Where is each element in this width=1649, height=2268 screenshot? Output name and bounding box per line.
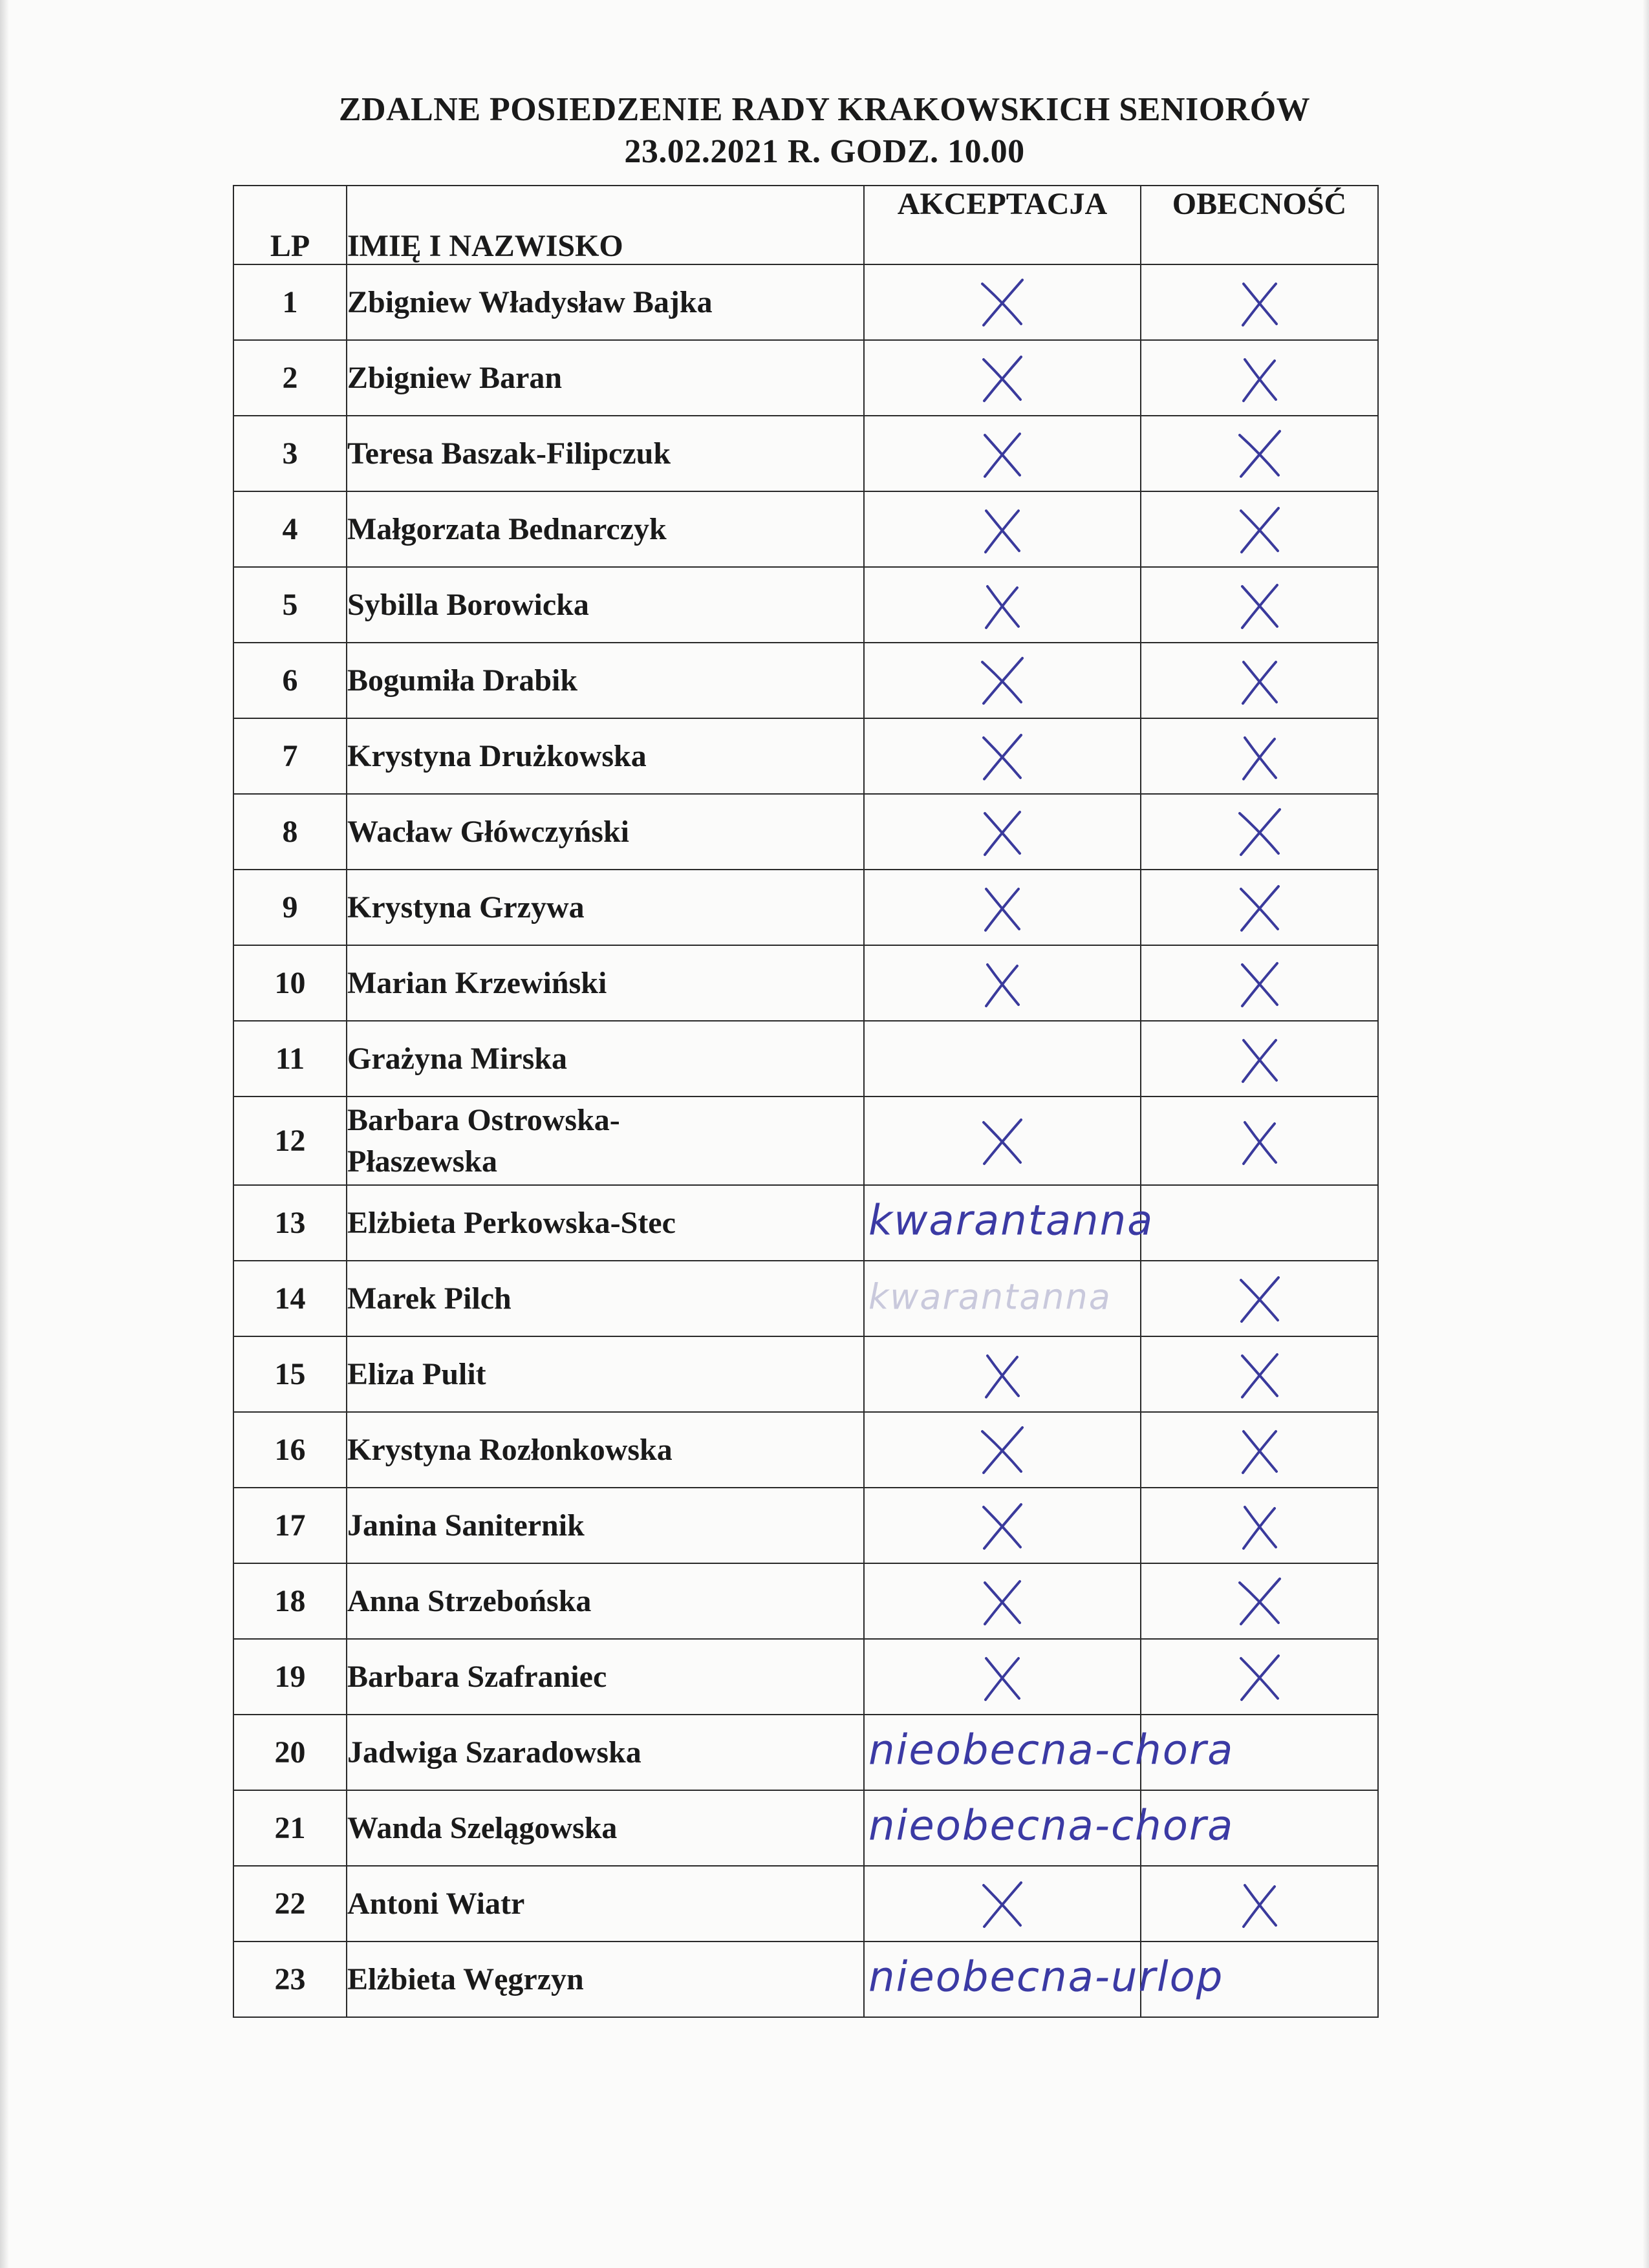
table-row [233, 567, 1378, 643]
handwritten-x-mark [1231, 349, 1289, 407]
row-number: 21 [233, 1790, 347, 1866]
table-row [233, 1715, 1378, 1790]
handwritten-x-mark [973, 1875, 1031, 1933]
acceptance-cell [864, 1866, 1141, 1942]
member-name: Marek Pilch [347, 1261, 864, 1336]
member-name: Elżbieta Węgrzyn [347, 1942, 864, 2017]
row-number: 5 [233, 567, 347, 643]
row-number: 13 [233, 1185, 347, 1261]
row-number: 20 [233, 1715, 347, 1790]
row-number: 4 [233, 491, 347, 567]
presence-cell [1141, 1715, 1378, 1790]
handwritten-x-mark [1231, 879, 1289, 937]
handwritten-x-mark [1231, 727, 1289, 786]
handwritten-x-mark [973, 273, 1031, 332]
handwritten-x-mark [973, 349, 1031, 407]
handwritten-x-mark [1231, 1345, 1289, 1404]
table-header-row [233, 186, 1378, 264]
header-acceptance: AKCEPTACJA [864, 186, 1141, 264]
header-name: IMIĘ I NAZWISKO [347, 186, 864, 264]
presence-cell [1141, 1488, 1378, 1563]
member-name: Wacław Główczyński [347, 794, 864, 870]
row-number: 16 [233, 1412, 347, 1488]
handwritten-x-mark [973, 803, 1031, 861]
row-number: 3 [233, 416, 347, 491]
acceptance-cell [864, 794, 1141, 870]
handwritten-x-mark [973, 1572, 1031, 1631]
handwritten-x-mark [1231, 1421, 1289, 1479]
handwritten-x-mark [1231, 652, 1289, 710]
member-name: Zbigniew Władysław Bajka [347, 264, 864, 340]
presence-cell [1141, 416, 1378, 491]
acceptance-cell [864, 1261, 1141, 1336]
presence-cell [1141, 1866, 1378, 1942]
row-number: 7 [233, 718, 347, 794]
header-lp: LP [233, 186, 347, 264]
handwritten-x-mark [1231, 1875, 1289, 1933]
presence-cell [1141, 1639, 1378, 1715]
handwritten-x-mark [1231, 1270, 1289, 1328]
member-name: Barbara Szafraniec [347, 1639, 864, 1715]
attendance-table [233, 185, 1379, 2018]
table-row [233, 1639, 1378, 1715]
member-name: Sybilla Borowicka [347, 567, 864, 643]
row-number: 11 [233, 1021, 347, 1097]
acceptance-cell [864, 1790, 1234, 1866]
table-row [233, 416, 1378, 491]
member-name: Antoni Wiatr [347, 1866, 864, 1942]
acceptance-cell [864, 491, 1141, 567]
row-number: 19 [233, 1639, 347, 1715]
acceptance-cell [864, 1488, 1141, 1563]
table-row [233, 1790, 1378, 1866]
acceptance-cell [864, 1185, 1154, 1261]
handwritten-x-mark [973, 425, 1031, 483]
table-row [233, 1185, 1378, 1261]
handwritten-x-mark [973, 1421, 1031, 1479]
row-number: 17 [233, 1488, 347, 1563]
member-name-line1: Barbara Ostrowska- [347, 1102, 620, 1137]
handwritten-x-mark [1231, 273, 1289, 332]
handwritten-note: kwarantanna [868, 1196, 1154, 1245]
handwritten-x-mark [1231, 1648, 1289, 1706]
member-name: Krystyna Rozłonkowska [347, 1412, 864, 1488]
table-row [233, 945, 1378, 1021]
table-row [233, 870, 1378, 945]
presence-cell [1141, 1942, 1378, 2017]
acceptance-cell [864, 1097, 1141, 1185]
table-row [233, 1563, 1378, 1639]
member-name: Krystyna Drużkowska [347, 718, 864, 794]
presence-cell [1141, 1185, 1378, 1261]
presence-cell [1141, 264, 1378, 340]
acceptance-cell [864, 264, 1141, 340]
table-row [233, 1097, 1378, 1185]
acceptance-cell [864, 1336, 1141, 1412]
handwritten-x-mark [973, 576, 1031, 634]
presence-cell [1141, 567, 1378, 643]
table-row [233, 643, 1378, 718]
table-row [233, 1942, 1378, 2017]
presence-cell [1141, 794, 1378, 870]
table-row [233, 1866, 1378, 1942]
presence-cell [1141, 1563, 1378, 1639]
row-number: 14 [233, 1261, 347, 1336]
handwritten-x-mark [973, 1112, 1031, 1170]
page-edge-left [0, 0, 9, 2268]
presence-cell [1141, 1261, 1378, 1336]
member-name-line2: Płaszewska [347, 1144, 497, 1179]
row-number: 18 [233, 1563, 347, 1639]
table-row [233, 1412, 1378, 1488]
row-number: 15 [233, 1336, 347, 1412]
handwritten-x-mark [1231, 1030, 1289, 1088]
row-number: 1 [233, 264, 347, 340]
table-row [233, 1488, 1378, 1563]
acceptance-cell [864, 1412, 1141, 1488]
presence-cell [1141, 1097, 1378, 1185]
handwritten-x-mark [1231, 803, 1289, 861]
member-name: Jadwiga Szaradowska [347, 1715, 864, 1790]
handwritten-x-mark [973, 879, 1031, 937]
acceptance-cell [864, 718, 1141, 794]
row-number: 22 [233, 1866, 347, 1942]
acceptance-cell [864, 643, 1141, 718]
handwritten-x-mark [973, 1345, 1031, 1404]
acceptance-cell [864, 1942, 1224, 2017]
presence-cell [1141, 1790, 1378, 1866]
handwritten-x-mark [1231, 500, 1289, 559]
acceptance-cell [864, 340, 1141, 416]
handwritten-x-mark [1231, 1572, 1289, 1631]
member-name: Krystyna Grzywa [347, 870, 864, 945]
member-name: Zbigniew Baran [347, 340, 864, 416]
document-title: ZDALNE POSIEDZENIE RADY KRAKOWSKICH SENIORÓW [338, 91, 1311, 128]
acceptance-cell [864, 567, 1141, 643]
member-name: Teresa Baszak-Filipczuk [347, 416, 864, 491]
handwritten-x-mark [973, 1497, 1031, 1555]
acceptance-cell [864, 1021, 1141, 1097]
row-number: 8 [233, 794, 347, 870]
table-row [233, 1261, 1378, 1336]
member-name: Marian Krzewiński [347, 945, 864, 1021]
faint-handwritten-note: kwarantanna [868, 1276, 1112, 1317]
handwritten-x-mark [1231, 425, 1289, 483]
handwritten-note: nieobecna-chora [868, 1801, 1234, 1850]
table-row [233, 1336, 1378, 1412]
table-body [233, 264, 1378, 2017]
document-date: 23.02.2021 R. GODZ. 10.00 [624, 133, 1025, 170]
table-row [233, 340, 1378, 416]
acceptance-cell [864, 1715, 1234, 1790]
handwritten-x-mark [973, 1648, 1031, 1706]
page-edge-right [1643, 0, 1649, 2268]
handwritten-x-mark [1231, 954, 1289, 1012]
handwritten-note: nieobecna-urlop [868, 1952, 1224, 2001]
presence-cell [1141, 1021, 1378, 1097]
presence-cell [1141, 491, 1378, 567]
acceptance-cell [864, 416, 1141, 491]
member-name [347, 1097, 864, 1185]
member-name: Elżbieta Perkowska-Stec [347, 1185, 864, 1261]
presence-cell [1141, 1412, 1378, 1488]
acceptance-cell [864, 1639, 1141, 1715]
member-name: Wanda Szelągowska [347, 1790, 864, 1866]
presence-cell [1141, 718, 1378, 794]
member-name: Małgorzata Bednarczyk [347, 491, 864, 567]
row-number: 12 [233, 1097, 347, 1185]
acceptance-cell [864, 945, 1141, 1021]
handwritten-note: nieobecna-chora [868, 1726, 1234, 1774]
row-number: 23 [233, 1942, 347, 2017]
table-row [233, 794, 1378, 870]
presence-cell [1141, 945, 1378, 1021]
presence-cell [1141, 870, 1378, 945]
row-number: 6 [233, 643, 347, 718]
row-number: 10 [233, 945, 347, 1021]
table-row [233, 491, 1378, 567]
presence-cell [1141, 1336, 1378, 1412]
handwritten-x-mark [973, 500, 1031, 559]
handwritten-x-mark [973, 727, 1031, 786]
presence-cell [1141, 643, 1378, 718]
member-name: Janina Saniternik [347, 1488, 864, 1563]
handwritten-x-mark [1231, 1112, 1289, 1170]
member-name: Grażyna Mirska [347, 1021, 864, 1097]
table-row [233, 264, 1378, 340]
handwritten-x-mark [973, 652, 1031, 710]
table-row [233, 718, 1378, 794]
table-row [233, 1021, 1378, 1097]
handwritten-x-mark [973, 954, 1031, 1012]
row-number: 2 [233, 340, 347, 416]
member-name: Anna Strzebońska [347, 1563, 864, 1639]
presence-cell [1141, 340, 1378, 416]
acceptance-cell [864, 870, 1141, 945]
acceptance-cell [864, 1563, 1141, 1639]
row-number: 9 [233, 870, 347, 945]
header-presence: OBECNOŚĆ [1141, 186, 1378, 264]
handwritten-x-mark [1231, 1497, 1289, 1555]
handwritten-x-mark [1231, 576, 1289, 634]
member-name: Bogumiła Drabik [347, 643, 864, 718]
member-name: Eliza Pulit [347, 1336, 864, 1412]
